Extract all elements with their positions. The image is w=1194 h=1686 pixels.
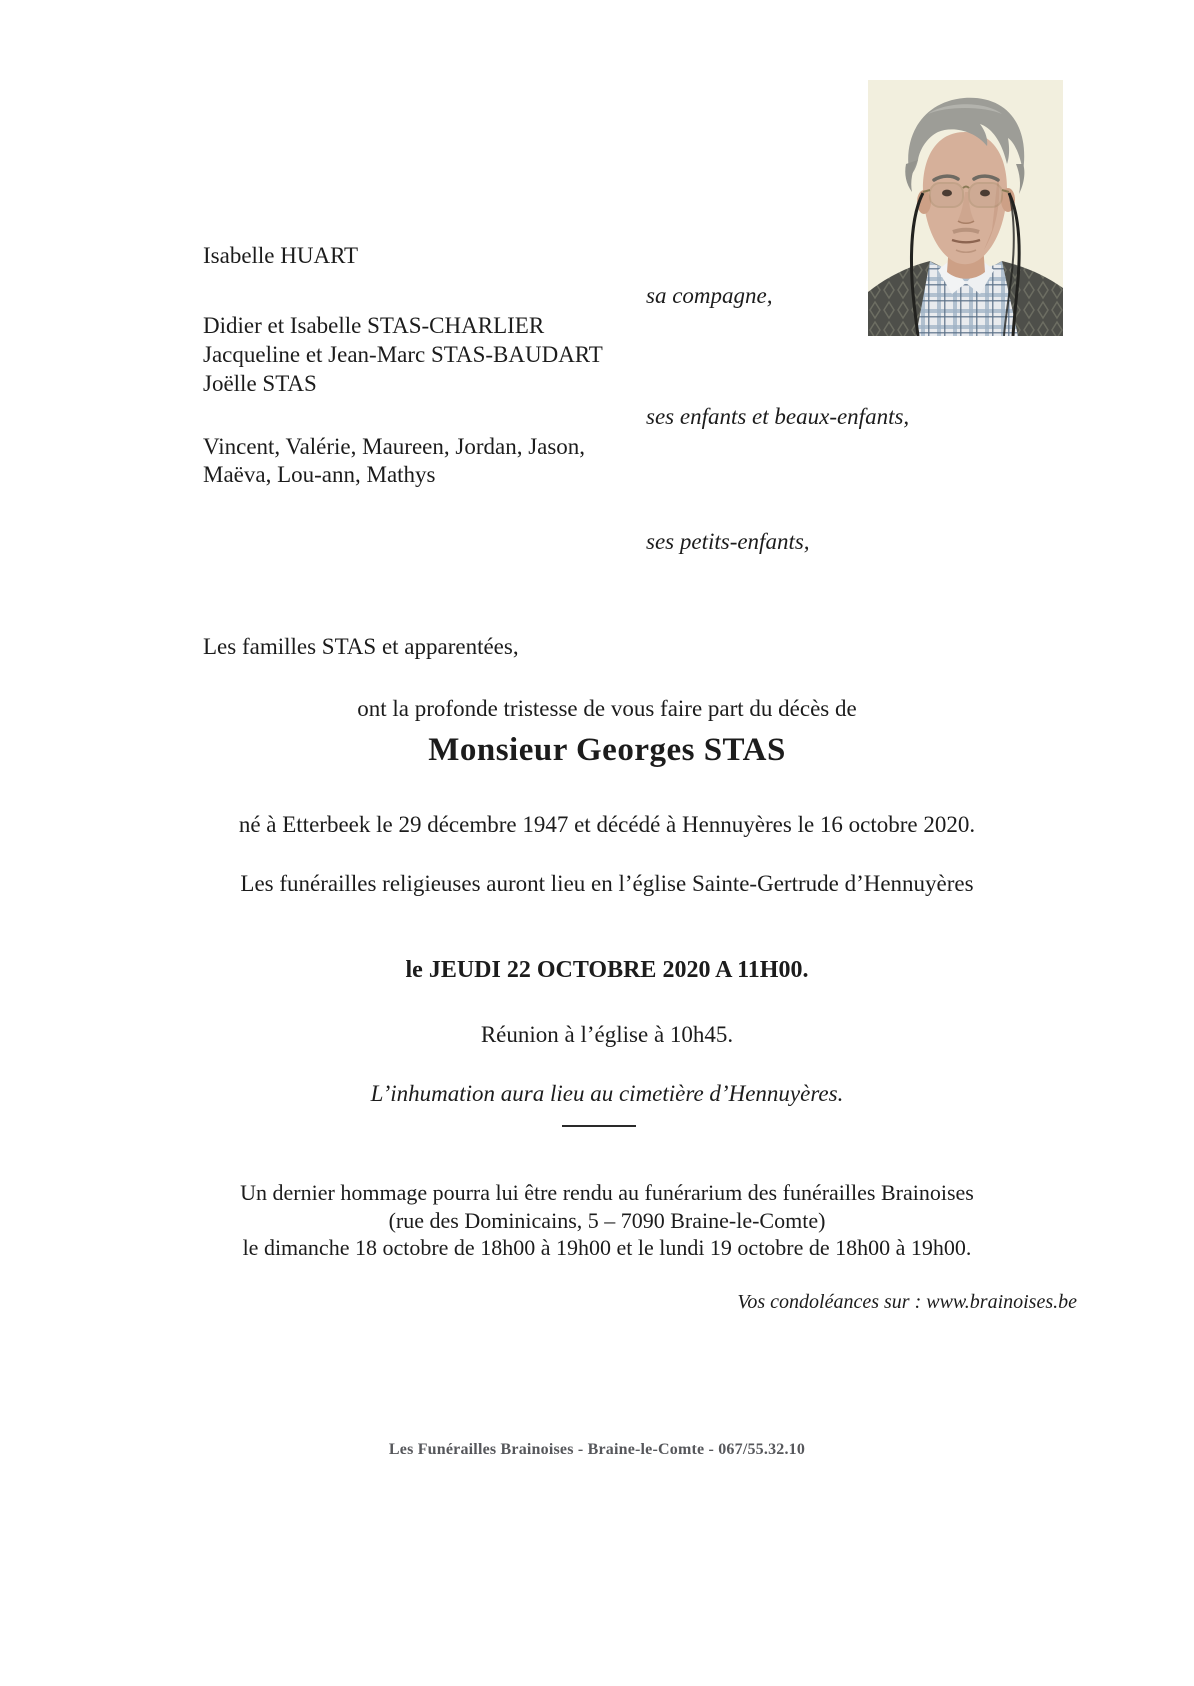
families-line: Les familles STAS et apparentées, — [203, 634, 519, 659]
meeting-line: Réunion à l’église à 10h45. — [480, 1022, 734, 1047]
ceremony-datetime: le JEUDI 22 OCTOBRE 2020 A 11H00. — [405, 957, 809, 983]
tribute-hours-line: le dimanche 18 octobre de 18h00 à 19h00 et le lundi 19 octobre de 18h00 à 19h00. — [242, 1235, 972, 1260]
ceremony-line: Les funérailles religieuses auront lieu en l’église Sainte-Gertrude d’Hennuyères — [240, 871, 974, 896]
portrait-photo — [868, 80, 1063, 336]
mourner-line: Jacqueline et Jean-Marc STAS-BAUDART — [203, 342, 603, 367]
mourner-line: Isabelle HUART — [203, 243, 359, 268]
relation-label: ses enfants et beaux-enfants, — [646, 404, 910, 429]
tribute-address-line: (rue des Dominicains, 5 – 7090 Braine-le-Comte) — [388, 1208, 826, 1233]
portrait-illustration — [868, 80, 1063, 336]
mourner-line: Didier et Isabelle STAS-CHARLIER — [203, 313, 545, 338]
tribute-line: Un dernier hommage pourra lui être rendu au funérarium des funérailles Brainoises — [240, 1180, 974, 1205]
condolences-line: Vos condoléances sur : www.brainoises.be — [737, 1291, 1077, 1313]
relation-label: ses petits-enfants, — [646, 529, 810, 554]
life-dates-line: né à Etterbeek le 29 décembre 1947 et décédé à Hennuyères le 16 octobre 2020. — [238, 812, 976, 837]
deceased-name: Monsieur Georges STAS — [428, 732, 786, 768]
burial-line: L’inhumation aura lieu au cimetière d’Hennuyères. — [370, 1081, 844, 1106]
announcement-line: ont la profonde tristesse de vous faire part du décès de — [357, 696, 857, 721]
section-divider — [562, 1125, 636, 1127]
funeral-home-footer: Les Funérailles Brainoises - Braine-le-Comte - 067/55.32.10 — [388, 1441, 806, 1458]
mourner-line: Joëlle STAS — [203, 371, 317, 396]
relation-label: sa compagne, — [646, 283, 773, 308]
mourner-line: Maëva, Lou-ann, Mathys — [203, 462, 436, 487]
mourner-line: Vincent, Valérie, Maureen, Jordan, Jason, — [203, 434, 586, 459]
